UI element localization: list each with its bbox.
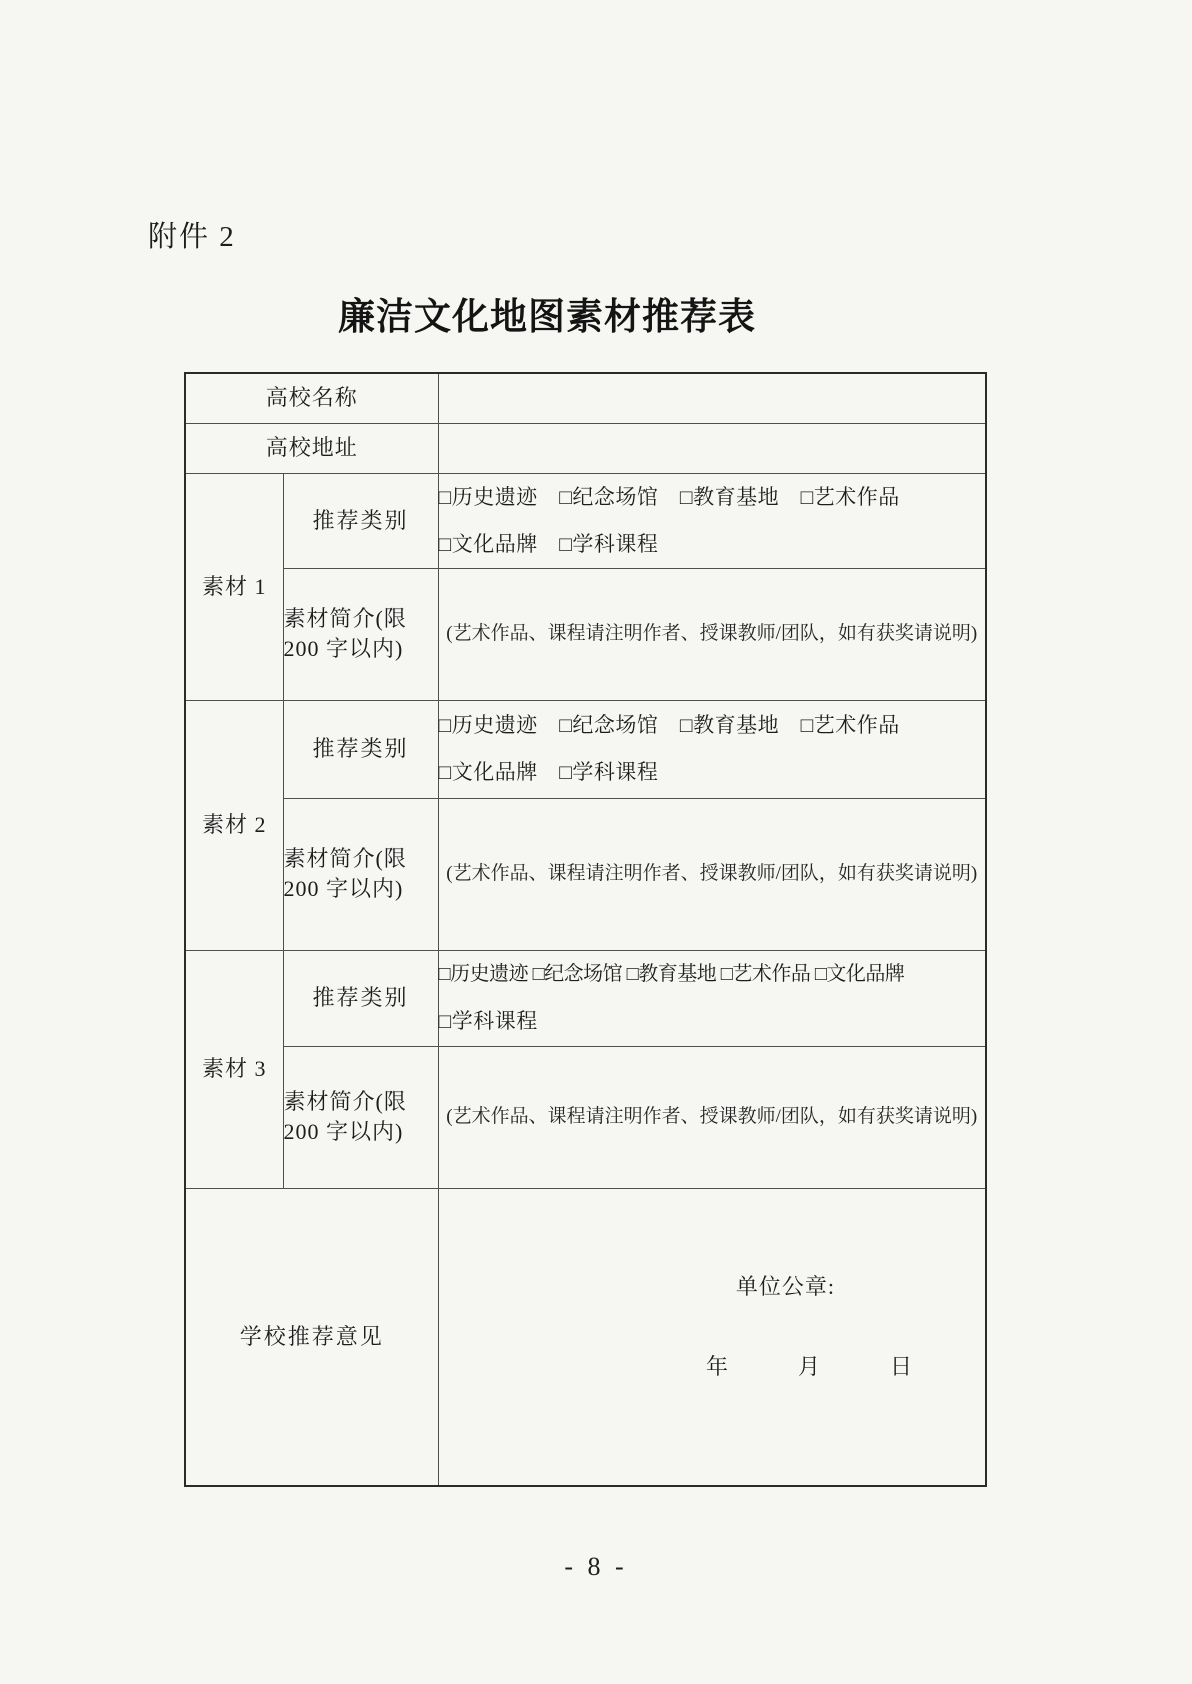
material-3-label: 素材 3 xyxy=(185,950,283,1188)
material-2-label: 素材 2 xyxy=(185,700,283,950)
material-1-label: 素材 1 xyxy=(185,473,283,700)
material-3-category-label: 推荐类别 xyxy=(283,950,438,1046)
material-2-category-label: 推荐类别 xyxy=(283,700,438,798)
page-number: - 8 - xyxy=(564,1552,628,1581)
material-1-intro-note: (艺术作品、课程请注明作者、授课教师/团队，如有获奖请说明) xyxy=(446,623,978,645)
material-1-category-row xyxy=(185,473,986,568)
university-name-label: 高校名称 xyxy=(185,373,438,423)
material-1-checkbox-line-2: □文化品牌 □学科课程 xyxy=(438,531,659,556)
material-2-checkbox-line-2: □文化品牌 □学科课程 xyxy=(438,760,659,784)
material-2-intro-row xyxy=(185,798,986,950)
school-opinion-cell xyxy=(438,1188,986,1486)
material-1-intro-label: 素材简介(限 200 字以内) xyxy=(283,568,438,700)
recommendation-form-table xyxy=(184,372,987,1487)
material-2-intro-cell xyxy=(438,798,986,950)
school-opinion-label: 学校推荐意见 xyxy=(185,1188,438,1486)
date-line: 年 月 日 xyxy=(706,1353,914,1379)
material-2-intro-note: (艺术作品、课程请注明作者、授课教师/团队，如有获奖请说明) xyxy=(446,863,978,885)
attachment-label: 附件 2 xyxy=(148,221,236,253)
university-address-row xyxy=(185,423,986,473)
material-2-intro-label: 素材简介(限 200 字以内) xyxy=(283,798,438,950)
university-name-value-cell xyxy=(438,373,986,423)
material-2-category-checkboxes xyxy=(438,700,986,798)
material-3-intro-cell xyxy=(438,1046,986,1188)
material-3-intro-label: 素材简介(限 200 字以内) xyxy=(283,1046,438,1188)
material-1-category-label: 推荐类别 xyxy=(283,473,438,568)
material-1-intro-cell xyxy=(438,568,986,700)
material-3-intro-row xyxy=(185,1046,986,1188)
university-address-label: 高校地址 xyxy=(185,423,438,473)
material-3-checkbox-line-1: □历史遗迹 □纪念场馆 □教育基地 □艺术作品 □文化品牌 xyxy=(438,963,905,985)
university-name-row xyxy=(185,373,986,423)
school-opinion-row xyxy=(185,1188,986,1486)
material-3-intro-note: (艺术作品、课程请注明作者、授课教师/团队，如有获奖请说明) xyxy=(446,1106,978,1128)
material-2-checkbox-line-1: □历史遗迹 □纪念场馆 □教育基地 □艺术作品 xyxy=(438,713,900,737)
university-address-value-cell xyxy=(438,423,986,473)
material-1-checkbox-line-1: □历史遗迹 □纪念场馆 □教育基地 □艺术作品 xyxy=(438,484,900,509)
form-title: 廉洁文化地图素材推荐表 xyxy=(338,296,756,337)
material-2-category-row xyxy=(185,700,986,798)
unit-seal-label: 单位公章: xyxy=(735,1274,836,1300)
material-3-category-checkboxes xyxy=(438,950,986,1046)
material-1-intro-row xyxy=(185,568,986,700)
material-3-category-row xyxy=(185,950,986,1046)
material-1-category-checkboxes xyxy=(438,473,986,568)
material-3-checkbox-line-2: □学科课程 xyxy=(438,1009,538,1033)
